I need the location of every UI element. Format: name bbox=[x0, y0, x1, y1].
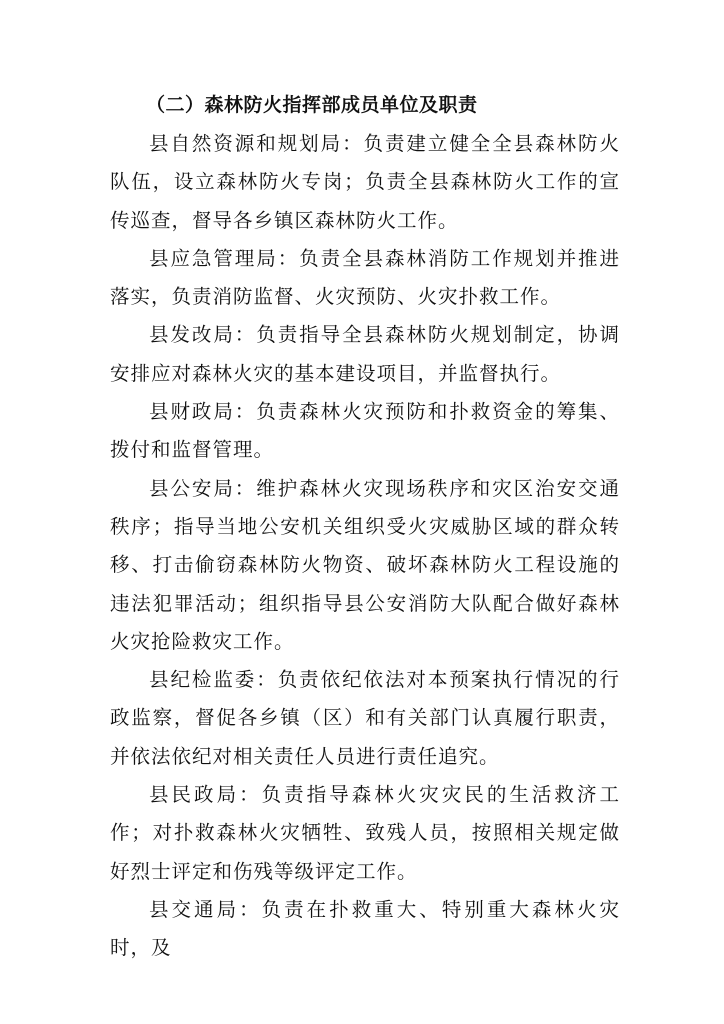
paragraph-discipline-inspection: 县纪检监委：负责依纪依法对本预案执行情况的行政监察，督促各乡镇（区）和有关部门认真履行职责，并依法依纪对相关责任人员进行责任追究。 bbox=[110, 668, 620, 768]
paragraph-public-security: 县公安局：维护森林火灾现场秩序和灾区治安交通秩序；指导当地公安机关组织受火灾威胁区域的群众转移、打击偷窃森林防火物资、破坏森林防火工程设施的违法犯罪活动；组织指导县公安消防大队配合做好森林火灾抢险救灾工作。 bbox=[110, 476, 620, 653]
paragraph-list bbox=[110, 125, 620, 968]
paragraph-natural-resources: 县自然资源和规划局：负责建立健全全县森林防火队伍，设立森林防火专岗；负责全县森林防火工作的宣传巡查，督导各乡镇区森林防火工作。 bbox=[110, 132, 620, 232]
section-heading: （二）森林防火指挥部成员单位及职责 bbox=[146, 94, 478, 116]
paragraph-transportation: 县交通局：负责在扑救重大、特别重大森林火灾时，及 bbox=[110, 897, 620, 960]
paragraph-finance: 县财政局：负责森林火灾预防和扑救资金的筹集、拨付和监督管理。 bbox=[110, 400, 620, 462]
paragraph-civil-affairs: 县民政局：负责指导森林火灾灾民的生活救济工作；对扑救森林火灾牺牲、致残人员，按照相关规定做好烈士评定和伤残等级评定工作。 bbox=[110, 783, 620, 883]
paragraph-emergency-management: 县应急管理局：负责全县森林消防工作规划并推进落实，负责消防监督、火灾预防、火灾扑救工作。 bbox=[110, 246, 620, 309]
paragraph-development-reform: 县发改局：负责指导全县森林防火规划制定，协调安排应对森林火灾的基本建设项目，并监督执行。 bbox=[110, 323, 620, 385]
